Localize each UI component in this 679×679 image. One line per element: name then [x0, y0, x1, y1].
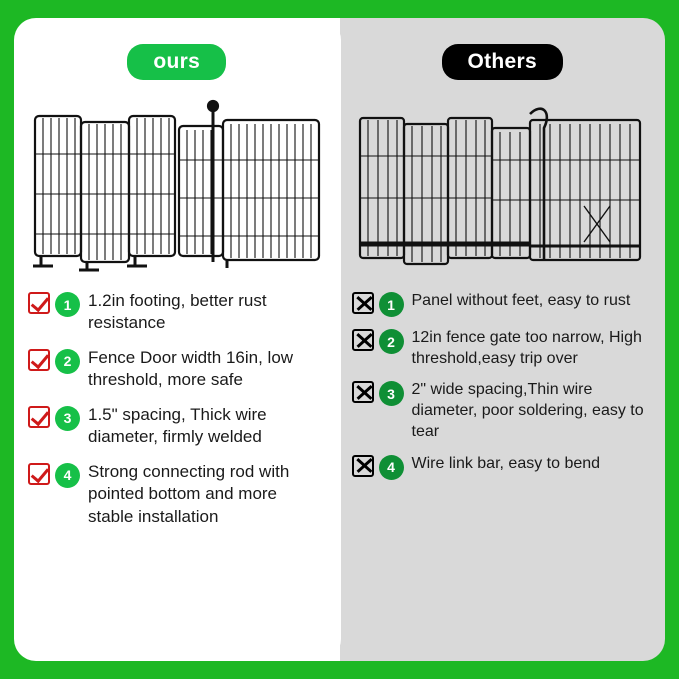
feature-text: 2" wide spacing,Thin wire diameter, poor soldering, easy to tear [411, 381, 644, 441]
others-playpen-icon [352, 94, 652, 274]
feature-text: 12in fence gate too narrow, High threshold,easy trip over [411, 329, 642, 368]
step-number: 4 [55, 463, 80, 488]
ours-mark-4 [28, 461, 88, 488]
others-mark-3 [352, 379, 412, 406]
others-panel [340, 18, 666, 661]
list-item [352, 290, 654, 317]
others-feature-list [340, 284, 666, 480]
ours-playpen-icon [27, 94, 327, 274]
list-item [352, 453, 654, 480]
step-number: 1 [379, 292, 404, 317]
list-item [28, 290, 322, 335]
ours-panel [14, 18, 340, 661]
feature-text: Wire link bar, easy to bend [411, 454, 601, 472]
step-number: 1 [55, 292, 80, 317]
ours-mark-2 [28, 347, 88, 374]
check-icon [28, 349, 50, 371]
ours-feature-list [14, 284, 340, 528]
ours-badge: ours [127, 44, 226, 80]
list-item [352, 379, 654, 442]
others-product-illustration [340, 94, 666, 284]
feature-text: Fence Door width 16in, low threshold, more safe [88, 347, 294, 390]
step-number: 4 [379, 455, 404, 480]
list-item [28, 404, 322, 449]
x-icon [352, 455, 374, 477]
others-mark-2 [352, 327, 412, 354]
list-item [28, 347, 322, 392]
others-mark-4 [352, 453, 412, 480]
feature-text: 1.2in footing, better rust resistance [88, 291, 267, 333]
others-badge-row [340, 44, 666, 80]
check-icon [28, 463, 50, 485]
feature-text: Strong connecting rod with pointed bottom and more stable installation [88, 461, 290, 526]
check-icon [28, 292, 50, 314]
ours-product-illustration [14, 94, 340, 284]
others-badge: Others [442, 44, 564, 80]
x-icon [352, 381, 374, 403]
ours-badge-row [14, 44, 340, 80]
others-mark-1 [352, 290, 412, 317]
feature-text: Panel without feet, easy to rust [411, 292, 631, 309]
step-number: 2 [379, 329, 404, 354]
list-item [28, 461, 322, 528]
step-number: 3 [379, 381, 404, 406]
list-item [352, 327, 654, 369]
step-number: 2 [55, 349, 80, 374]
ours-mark-3 [28, 404, 88, 431]
feature-text: 1.5" spacing, Thick wire diameter, firmly welded [88, 404, 267, 447]
x-icon [352, 329, 374, 351]
check-icon [28, 406, 50, 428]
step-number: 3 [55, 406, 80, 431]
x-icon [352, 292, 374, 314]
ours-mark-1 [28, 290, 88, 317]
